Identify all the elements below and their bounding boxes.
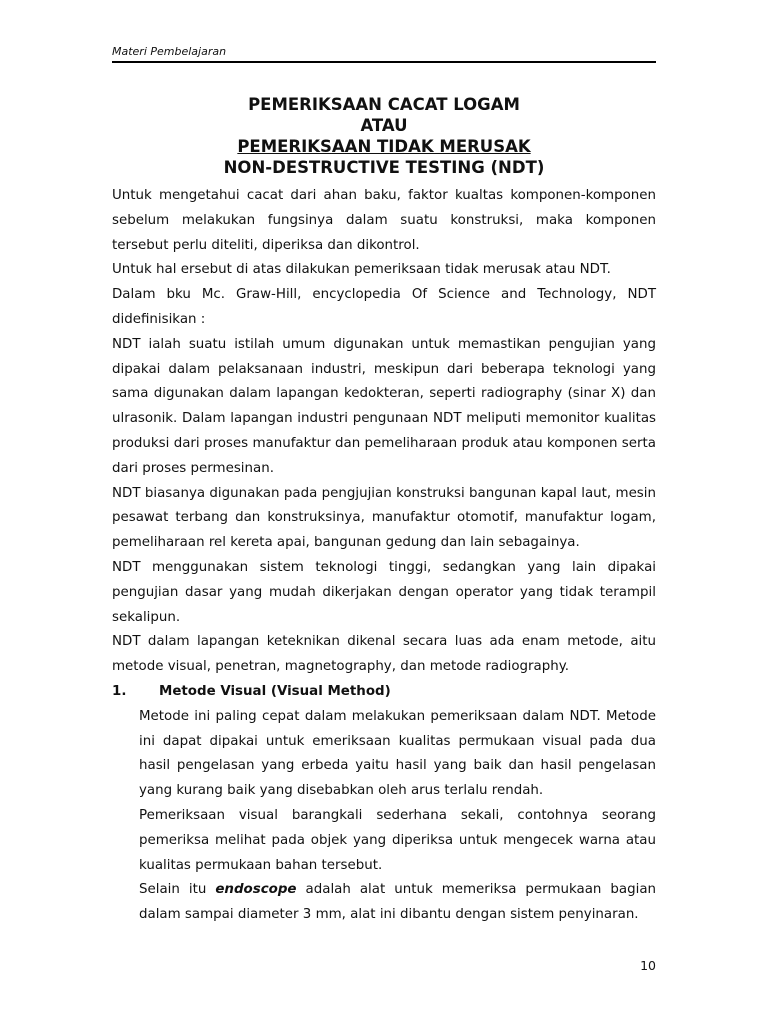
title-line-2: ATAU [360, 116, 408, 135]
body-paragraph: Untuk mengetahui cacat dari ahan baku, faktor kualtas komponen-komponen sebelum melakukan fungsinya dalam suatu konstruksi, maka komponen tersebut perlu diteliti, diperiksa dan dikontrol. [112, 188, 656, 253]
section-content [112, 705, 656, 928]
running-header-title: Materi Pembelajaran [112, 45, 227, 58]
header-rule [112, 61, 656, 63]
page-number: 10 [640, 958, 656, 973]
section-paragraph: Metode ini paling cepat dalam melakukan pemeriksaan dalam NDT. Metode ini dapat dipakai untuk emeriksaan kualitas permukaan visual pada dua hasil pengelasan yang erbeda yaitu hasil yang baik dan hasil pengelasan yang kurang baik yang disebabkan oleh arus terlalu rendah. [139, 708, 656, 799]
emphasized-term: endoscope [215, 882, 297, 898]
section-number: 1. [112, 683, 127, 699]
document-title [112, 94, 656, 178]
document-body [112, 184, 656, 928]
section-paragraph [139, 878, 656, 928]
body-paragraph: NDT biasanya digunakan pada pengjujian konstruksi bangunan kapal laut, mesin pesawat terbang dan konstruksinya, manufaktur otomotif, manufaktur logam, pemeliharaan rel kereta apai, bangunan gedung dan lain sebagainya. [112, 485, 656, 551]
body-paragraph: Dalam bku Mc. Graw-Hill, encyclopedia Of Science and Technology, NDT didefinisikan : [112, 287, 656, 327]
title-line-1: PEMERIKSAAN CACAT LOGAM [248, 95, 520, 114]
title-line-4: NON-DESTRUCTIVE TESTING (NDT) [223, 158, 545, 177]
text-run: adalah alat untuk memeriksa permukaan bagian dalam sampai diameter 3 mm, alat ini dibantu dengan sistem penyinaran. [139, 882, 657, 923]
section-title: Metode Visual (Visual Method) [159, 683, 391, 699]
title-line-3: PEMERIKSAAN TIDAK MERUSAK [237, 137, 531, 156]
text-run: Selain itu [139, 882, 216, 898]
section-paragraph: Pemeriksaan visual barangkali sederhana sekali, contohnya seorang pemeriksa melihat pada objek yang diperiksa untuk mengecek warna atau kualitas permukaan bahan tersebut. [139, 807, 656, 873]
section-heading [112, 680, 656, 705]
body-paragraph: NDT ialah suatu istilah umum digunakan untuk memastikan pengujian yang dipakai dalam pelaksanaan industri, meskipun dari beberapa teknologi yang sama digunakan dalam lapangan kedokteran, seperti radiography (sinar X) dan ulrasonik. Dalam lapangan industri pengunaan NDT meliputi memonitor kualitas produksi dari proses manufaktur dan pemeliharaan produk atau komponen serta dari proses permesinan. [112, 336, 656, 476]
body-paragraph: Untuk hal ersebut di atas dilakukan pemeriksaan tidak merusak atau NDT. [112, 262, 611, 278]
body-paragraph: NDT menggunakan sistem teknologi tinggi, sedangkan yang lain dipakai pengujian dasar yang mudah dikerjakan dengan operator yang tidak terampil sekalipun. [112, 559, 656, 625]
body-paragraph: NDT dalam lapangan keteknikan dikenal secara luas ada enam metode, aitu metode visual, penetran, magnetography, dan metode radiography. [112, 634, 656, 675]
